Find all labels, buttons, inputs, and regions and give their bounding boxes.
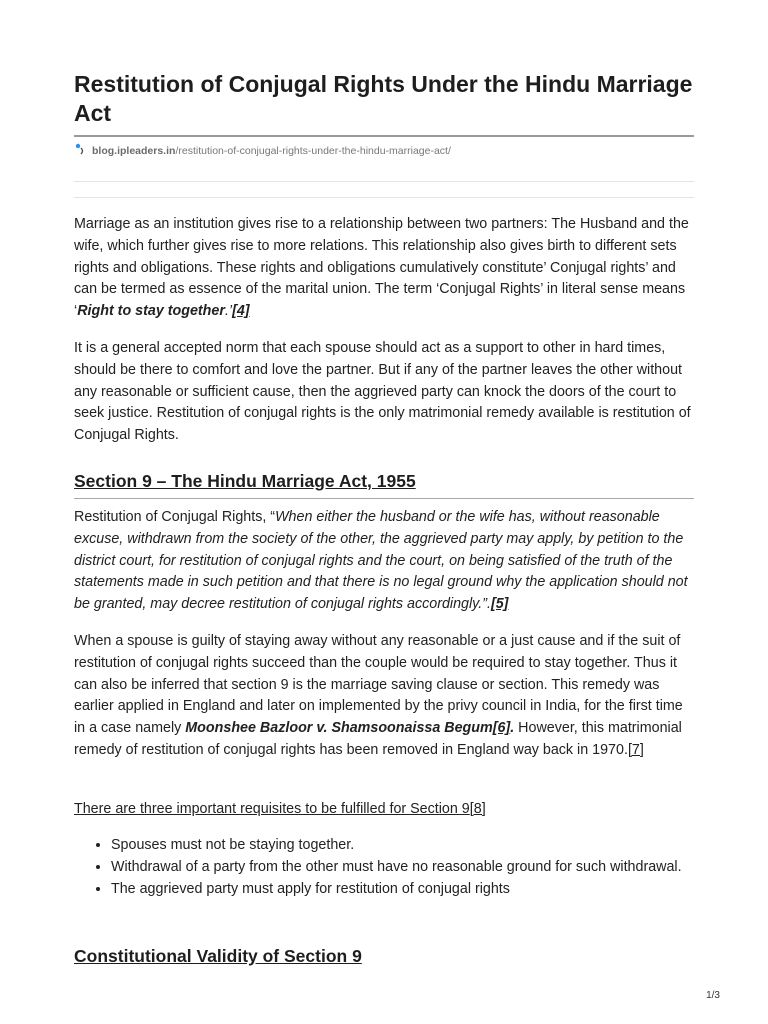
section9-heading: Section 9 – The Hindu Marriage Act, 1955 <box>74 471 416 491</box>
footnote-ref-8[interactable]: [8] <box>469 801 486 817</box>
list-item: • Spouses must not be staying together. <box>111 835 694 857</box>
footnote-ref-6[interactable]: [6] <box>492 720 511 737</box>
case-name: Moonshee Bazloor v. Shamsoonaissa Begum <box>185 720 493 737</box>
divider-bottom <box>74 197 694 198</box>
divider-top <box>74 181 694 182</box>
title-divider <box>74 135 694 137</box>
list-item: • Withdrawal of a party from the other must have no reasonable ground for such withdrawal. <box>111 857 694 879</box>
emphasis-text: Right to stay together <box>77 303 225 320</box>
section9-definition: Restitution of Conjugal Rights, “When either the husband or the wife has, without reasonable excuse, withdrawn from the society of the other, the aggrieved party may apply, by petition to the district court, for restitution of conjugal rights and the court, on being satisfied of the truth of the statements made in such petition and that there is no legal ground why the application should not be granted, may decree restitution of conjugal rights accordingly.”.[5] <box>74 509 688 613</box>
page-number: 1/3 <box>706 990 720 1001</box>
requisites-list <box>74 835 694 900</box>
section9-explanation: When a spouse is guilty of staying away without any reasonable or a just cause and if the suit of restitution of conjugal rights succeed than the couple would be required to stay together. Thus it can also be inferred that section 9 is the marriage saving clause or section. This remedy was earlier applied in England and later on implemented by the privy council in India, for the first time in a case namely Moonshee Bazloor v. Shamsoonaissa Begum[6]. However, this matrimonial remedy of restitution of conjugal rights has been removed in England way back in 1970.[7] <box>74 633 683 758</box>
constitutional-heading: Constitutional Validity of Section 9 <box>74 946 362 966</box>
source-url[interactable] <box>74 142 694 158</box>
list-item: • The aggrieved party must apply for restitution of conjugal rights <box>111 879 694 901</box>
link-icon <box>74 143 88 155</box>
section9-quote: When either the husband or the wife has, without reasonable excuse, withdrawn from the society of the other, the aggrieved party may apply, by petition to the district court, for restitution of conjugal rights and the court, on being satisfied of the truth of the statements made in such petition and that there is no legal ground why the application should not be granted, may decree restitution of conjugal rights accordingly.”. <box>74 509 688 613</box>
footnote-ref-7[interactable]: [7] <box>627 741 644 758</box>
section9-divider <box>74 498 694 499</box>
article-title: Restitution of Conjugal Rights Under the Hindu Marriage Act <box>74 71 693 126</box>
norm-paragraph: It is a general accepted norm that each spouse should act as a support to other in hard times, should be there to comfort and love the partner. But if any of the partner leaves the other without any reasonable or sufficient cause, then the aggrieved party can knock the doors of the court to seek justice. Restitution of conjugal rights is the only matrimonial remedy available is restitution of Conjugal Rights. <box>74 340 691 444</box>
intro-paragraph: Marriage as an institution gives rise to a relationship between two partners: The Husband and the wife, which further gives rise to more relations. This relationship also gives birth to different sets rights and obligations. These rights and obligations cumulatively constitute’ Conjugal rights’ and can be termed as essence of the marital union. The term ‘Conjugal Rights’ in literal sense means ‘Right to stay together.’[4] <box>74 216 689 320</box>
footnote-ref-5[interactable]: [5] <box>490 596 509 613</box>
source-domain: blog.ipleaders.in <box>92 145 176 157</box>
requisites-heading: There are three important requisites to be fulfilled for Section 9[8] <box>74 801 486 817</box>
source-path: /restitution-of-conjugal-rights-under-the-hindu-marriage-act/ <box>175 145 451 157</box>
footnote-ref-4[interactable]: [4] <box>232 303 250 320</box>
